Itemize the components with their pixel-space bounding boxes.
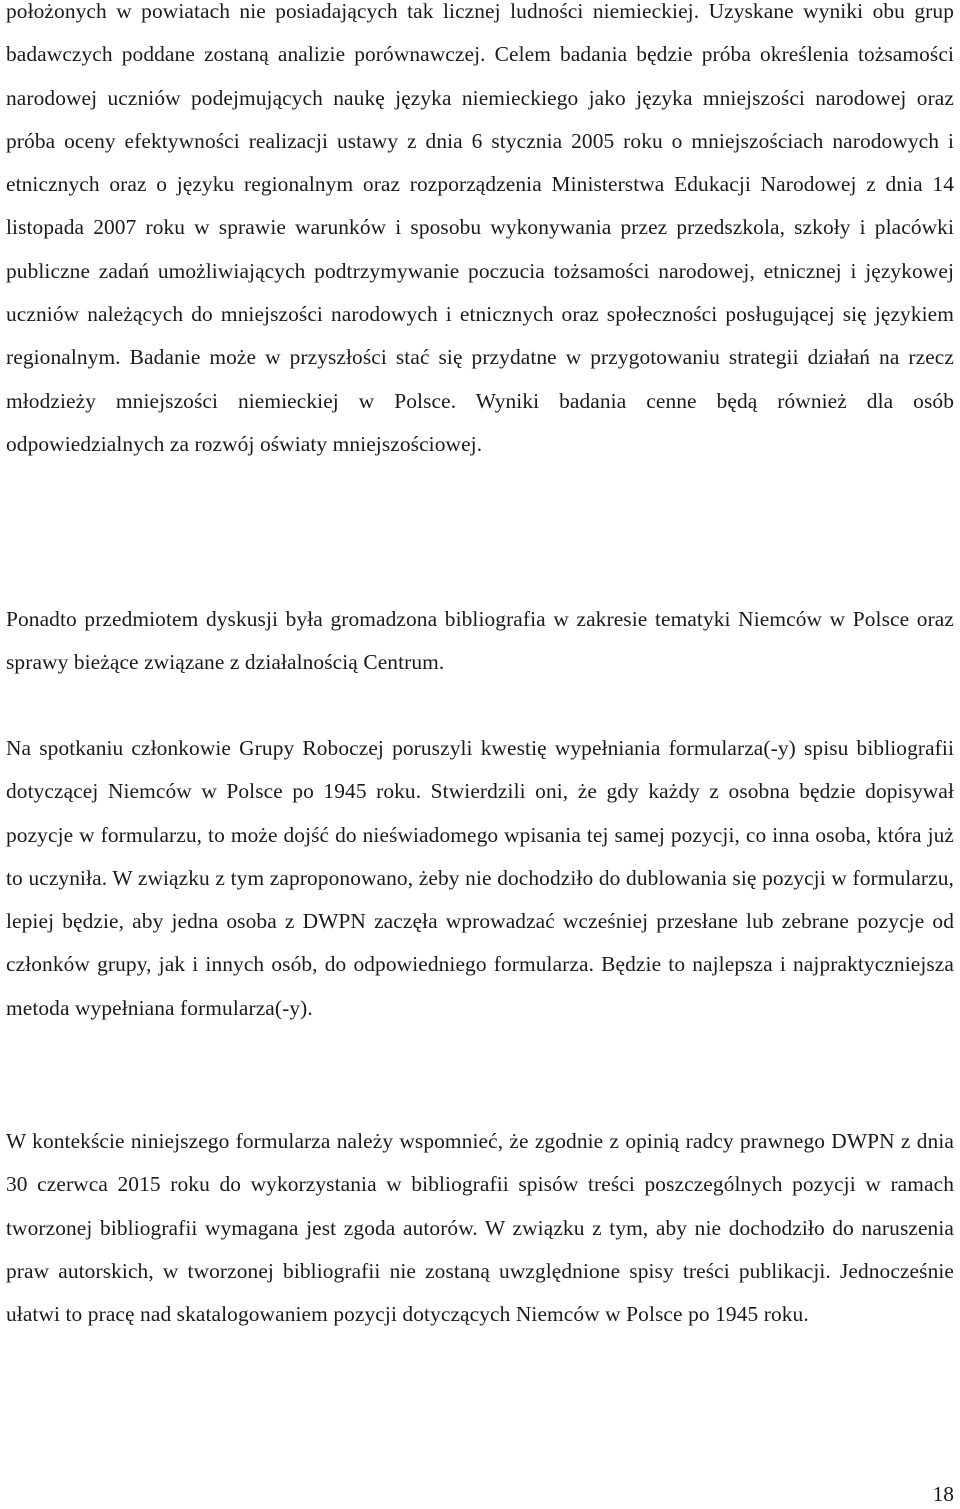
paragraph-legal-opinion: W kontekście niniejszego formularza należy wspomnieć, że zgodnie z opinią radcy prawnego DWPN z dnia 30 czerwca 2015 roku do wykorzystania w bibliografii spisów treści poszczególnych pozycji w ramach tworzonej bibliografii wymagana jest zgoda autorów. W związku z tym, aby nie dochodziło do naruszenia praw autorskich, w tworzonej bibliografii nie zostaną uwzględnione spisy treści publikacji. Jednocześnie ułatwi to pracę nad skatalogowaniem pozycji dotyczących Niemców w Polsce po 1945 roku. (6, 1129, 954, 1327)
paragraph-bibliography-discussion: Ponadto przedmiotem dyskusji była gromadzona bibliografia w zakresie tematyki Niemców w Polsce oraz sprawy bieżące związane z działalnością Centrum. (6, 607, 954, 675)
page-number: 18 (932, 1482, 954, 1506)
paragraph-working-group-form: Na spotkaniu członkowie Grupy Roboczej poruszyli kwestię wypełniania formularza(-y) spisu bibliografii dotyczącej Niemców w Polsce po 1945 roku. Stwierdzili oni, że gdy każdy z osobna będzie dopisywał pozycje w formularzu, to może dojść do nieświadomego wpisania tej samej pozycji, co inna osoba, która już to uczyniła. W związku z tym zaproponowano, żeby nie dochodziło do dublowania się pozycji w formularzu, lepiej będzie, aby jedna osoba z DWPN zaczęła wprowadzać wcześniej przesłane lub zebrane pozycje od członków grupy, jak i innych osób, do odpowiedniego formularza. Będzie to najlepsza i najpraktyczniejsza metoda wypełniana formularza(-y). (6, 736, 954, 1020)
paragraph-research-goals: położonych w powiatach nie posiadających tak licznej ludności niemieckiej. Uzyskane wyniki obu grup badawczych poddane zostaną analizie porównawczej. Celem badania będzie próba określenia tożsamości narodowej uczniów podejmujących naukę języka niemieckiego jako języka mniejszości narodowej oraz próba oceny efektywności realizacji ustawy z dnia 6 stycznia 2005 roku o mniejszościach narodowych i etnicznych oraz o języku regionalnym oraz rozporządzenia Ministerstwa Edukacji Narodowej z dnia 14 listopada 2007 roku w sprawie warunków i sposobu wykonywania przez przedszkola, szkoły i placówki publiczne zadań umożliwiających podtrzymywanie poczucia tożsamości narodowej, etnicznej i językowej uczniów należących do mniejszości narodowych i etnicznych oraz społeczności posługującej się językiem regionalnym. Badanie może w przyszłości stać się przydatne w przygotowaniu strategii działań na rzecz młodzieży mniejszości niemieckiej w Polsce. Wyniki badania cenne będą również dla osób odpowiedzialnych za rozwój oświaty mniejszościowej. (6, 0, 954, 456)
